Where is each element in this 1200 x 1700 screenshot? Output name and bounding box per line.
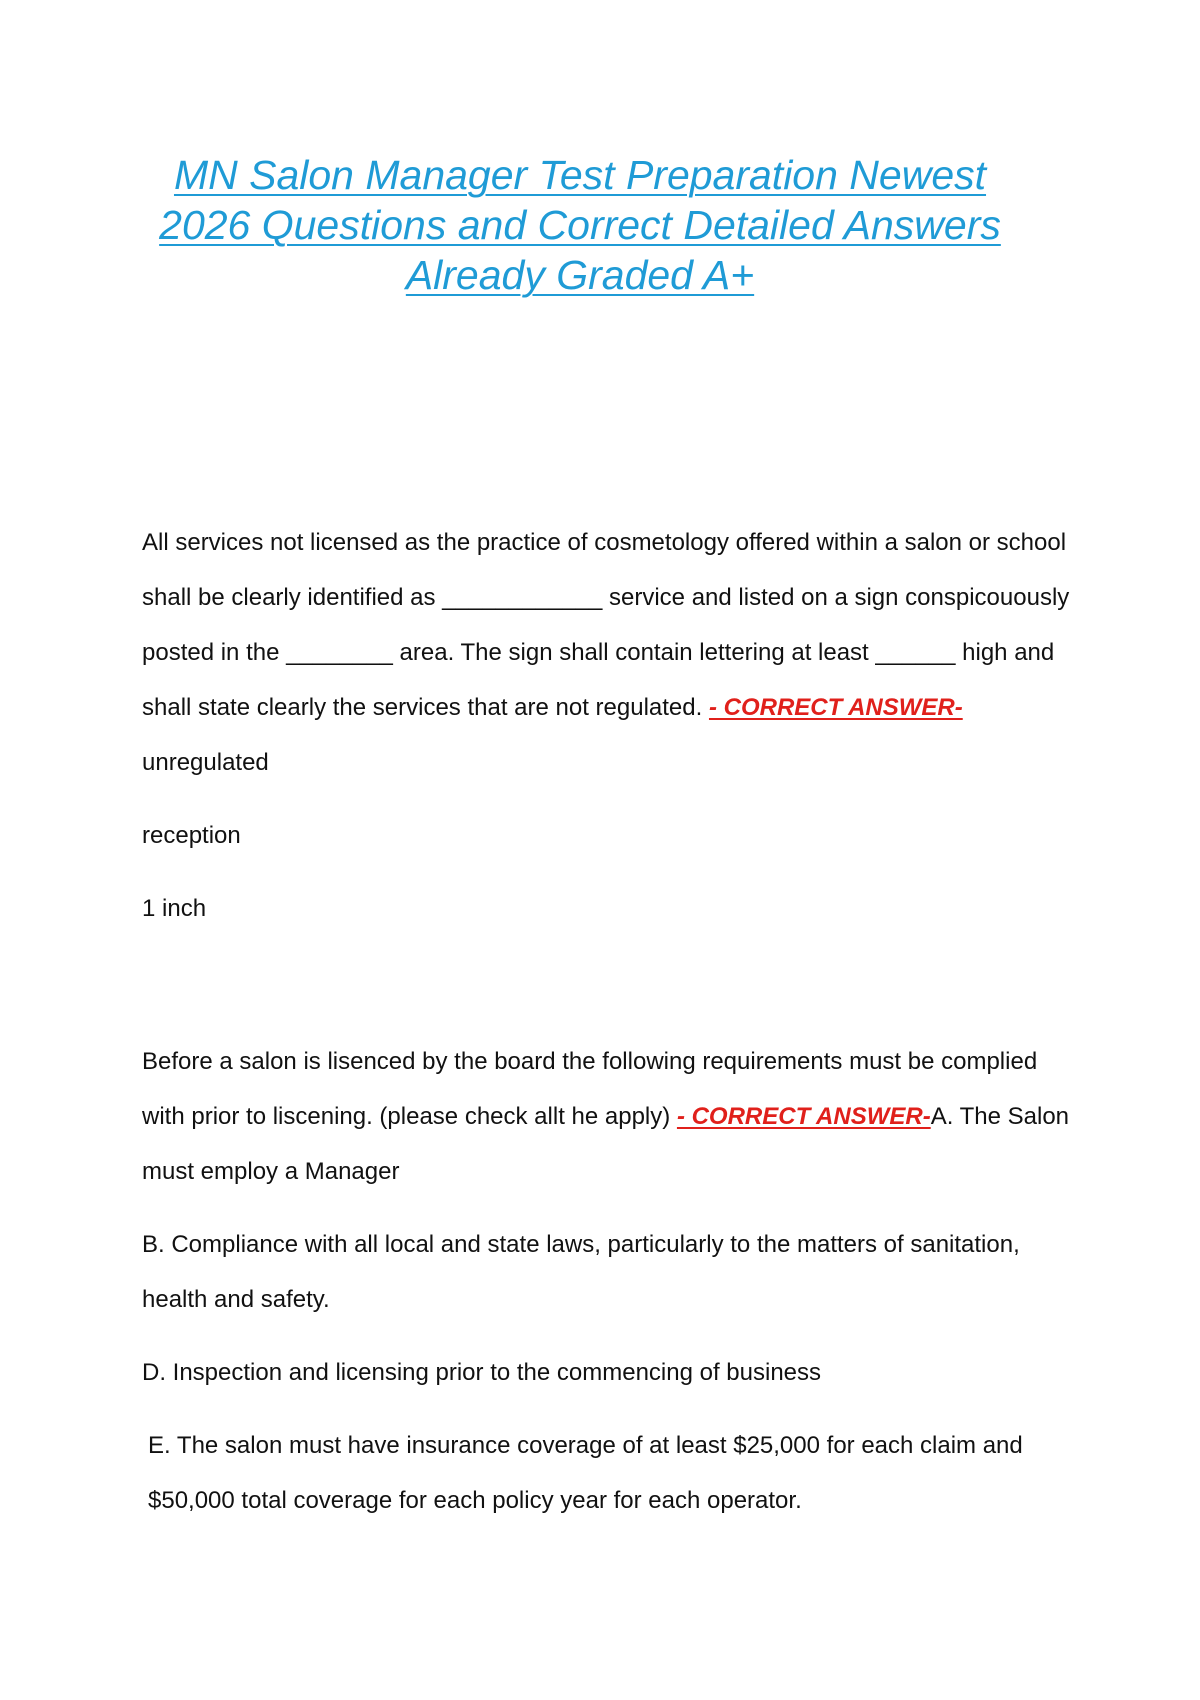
correct-answer-marker: - CORRECT ANSWER- <box>676 1103 931 1130</box>
title-line-2[interactable]: 2026 Questions and Correct Detailed Answers <box>159 202 1001 248</box>
document-title[interactable] <box>120 150 1040 300</box>
title-line-1[interactable]: MN Salon Manager Test Preparation Newest <box>173 152 987 198</box>
answer-2-line: B. Compliance with all local and state laws, particularly to the matters of sanitation, health and safety. <box>142 1231 1020 1313</box>
answer-1-line: reception <box>142 822 241 849</box>
spacer <box>142 954 1082 1034</box>
answer-2-first: A. The Salon must employ a Manager <box>142 1103 1070 1185</box>
answer-1-first: unregulated <box>142 749 269 776</box>
answer-2-line: D. Inspection and licensing prior to the commencing of business <box>142 1359 822 1386</box>
title-line-3[interactable]: Already Graded A+ <box>405 252 755 298</box>
question-2-text: Before a salon is lisenced by the board the following requirements must be complied with prior to liscening. (please check allt he apply) <box>142 1048 1038 1130</box>
question-1 <box>142 515 1082 790</box>
answer-2-line: E. The salon must have insurance coverage of at least $25,000 for each claim and $50,000 total coverage for each policy year for each operator. <box>148 1432 1023 1514</box>
document-body <box>142 515 1082 1546</box>
question-2 <box>142 1034 1082 1199</box>
correct-answer-marker: - CORRECT ANSWER- <box>708 694 963 721</box>
question-1-text: All services not licensed as the practice of cosmetology offered within a salon or school shall be clearly identified as ____________ service and listed on a sign conspicouously posted in the ________ area. The sign shall contain lettering at least ______ high and shall state clearly the services that are not regulated. <box>142 529 1070 721</box>
answer-1-line: 1 inch <box>142 895 207 922</box>
